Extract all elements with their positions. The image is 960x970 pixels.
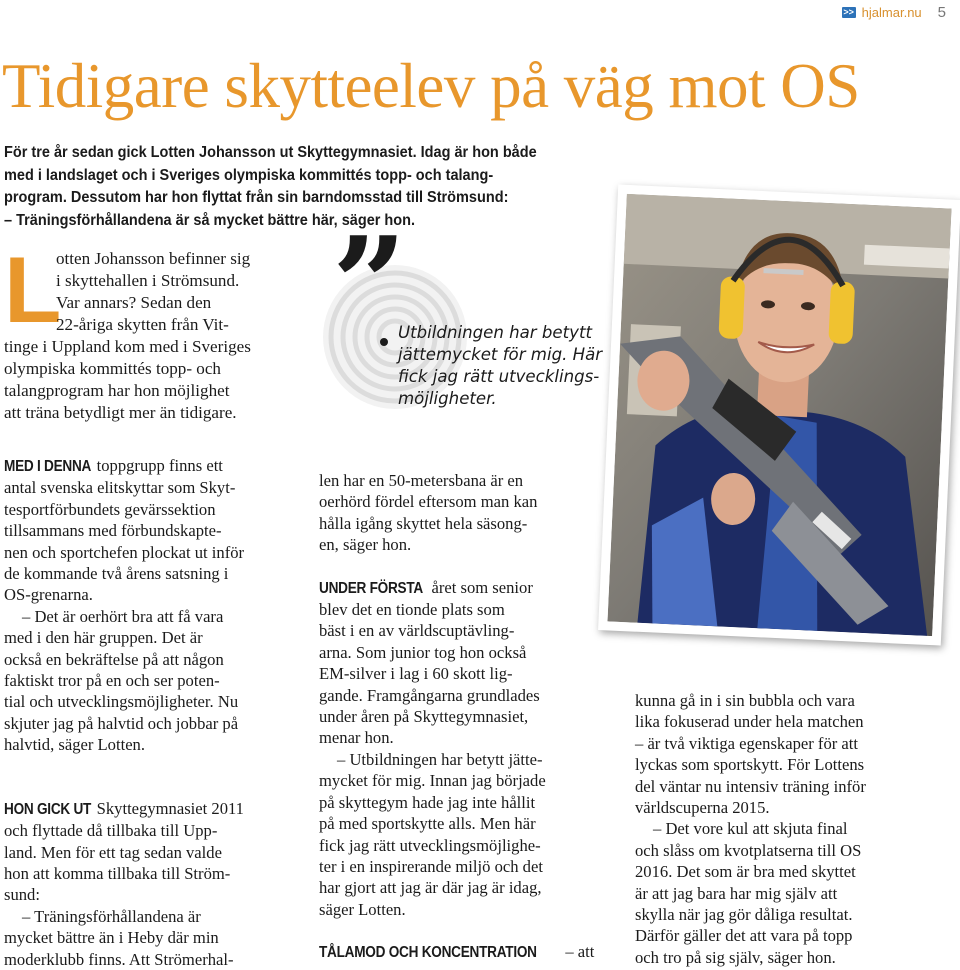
text-line: hålla igång skyttet hela säsong- [319, 513, 528, 533]
text-line: mycket bättre än i Heby där min [4, 928, 219, 948]
photo-image [607, 194, 951, 636]
text-line: mycket för mig. Innan jag började [319, 771, 546, 791]
athlete-photo [598, 184, 960, 645]
text-line: – Det är oerhört bra att få vara [22, 606, 224, 626]
text-line: len har en 50-metersbana är en [319, 471, 524, 490]
text-line: tillsammans med förbundskapte- [4, 521, 222, 541]
text-line: de kommande två årens satsning i [4, 564, 229, 584]
pull-quote-line: jättemycket för mig. Här [398, 345, 603, 364]
ingress-line: program. Dessutom har hon flyttat från sin barndomsstad till Strömsund: [4, 189, 509, 206]
lead-line: tinge i Uppland kom med i Sveriges [4, 337, 251, 356]
text-line: Skyttegymnasiet 2011 [92, 798, 244, 818]
pull-quote-line: fick jag rätt utvecklings- [398, 367, 600, 386]
paragraph [4, 455, 302, 477]
lead-line: 22-åriga skytten från Vit- [56, 315, 229, 334]
text-line: tial och utvecklingsmöjligheter. Nu [4, 692, 239, 712]
text-line: OS-grenarna. [4, 585, 93, 605]
text-line: lyckas som sportskytt. För Lottens [635, 755, 865, 775]
lead-line: olympiska kommittés topp- och [4, 359, 221, 378]
text-line: moderklubb finns. Att Strömerhal- [4, 949, 234, 969]
double-chevron-icon: >> [843, 7, 854, 17]
text-line: och slåss om kvotplatserna till OS [635, 840, 862, 860]
text-line: EM-silver i lag i 60 skott lig- [319, 664, 513, 684]
text-line: – Utbildningen har betytt jätte- [337, 749, 543, 769]
text-line: arna. Som junior tog hon också [319, 642, 527, 662]
text-line: land. Men för ett tag sedan valde [4, 842, 222, 862]
column-2 [319, 470, 609, 964]
text-line: på med sportskytte alls. Men här [319, 814, 536, 834]
text-line: faktiskt tror på en och ser poten- [4, 671, 220, 691]
text-line: del väntar nu intensiv träning inför [635, 776, 866, 796]
text-line: på skyttegym hade jag inte hållit [319, 792, 536, 812]
text-line: har gjort att jag är där jag är idag, [319, 878, 542, 898]
article-headline: Tidigare skytteelev på väg mot OS [2, 51, 860, 121]
text-line: antal svenska elitskyttar som Skyt- [4, 478, 236, 498]
drop-cap: L [4, 237, 62, 342]
text-line: kunna gå in i sin bubbla och vara [635, 691, 855, 710]
text-line: Därför gäller det att vara på topp [635, 926, 853, 946]
text-line: tesportförbundets gevärssektion [4, 499, 216, 519]
paragraph [319, 577, 609, 599]
lead-line: talangprogram har hon möjlighet [4, 381, 230, 400]
ingress-line: För tre år sedan gick Lotten Johansson ut Skyttegymnasiet. Idag är hon både [4, 144, 537, 161]
ingress-line: med i landslaget och i Sveriges olympiska kommittés topp- och talang- [4, 166, 494, 184]
text-line: – Det vore kul att skjuta final [653, 819, 848, 839]
text-line: 2016. Det som är bra med skyttet [635, 862, 856, 882]
lead-line: i skyttehallen i Strömsund. [56, 271, 240, 290]
pull-quote-line: Utbildningen har betytt [398, 323, 592, 342]
column-1 [4, 455, 302, 970]
article-ingress [4, 142, 581, 232]
section-heading: TÅLAMOD OCH KONCENTRATION [319, 944, 537, 962]
text-line: och tro på sig själv, säger hon. [635, 947, 836, 967]
text-line: lika fokuserad under hela matchen [635, 712, 864, 732]
text-line: bäst i en av världscuptävling- [319, 621, 515, 641]
column-3 [635, 690, 927, 968]
text-line: världscuperna 2015. [635, 798, 770, 818]
pull-quote-line: möjligheter. [398, 389, 497, 408]
text-line: också en bekräftelse på att någon [4, 649, 224, 669]
text-line: och flyttade då tillbaka till Upp- [4, 821, 218, 841]
text-line: gande. Framgångarna grundlades [319, 685, 540, 705]
lead-line: Var annars? Sedan den [56, 293, 212, 312]
section-heading: MED I DENNA [4, 458, 92, 475]
text-line: året som senior [427, 577, 533, 597]
pull-quote [398, 322, 638, 410]
lead-line: otten Johansson befinner sig [56, 249, 251, 268]
section-heading: HON GICK UT [4, 800, 92, 818]
paragraph [4, 798, 302, 820]
quote-mark-icon: ” [332, 208, 407, 361]
lead-line: att träna betydligt mer än tidigare. [4, 403, 237, 422]
text-line: blev det en tionde plats som [319, 600, 505, 620]
text-line: halvtid, säger Lotten. [4, 735, 146, 755]
text-line: är att jag bara har mig själv att [635, 883, 838, 903]
ingress-line: – Träningsförhållandena är så mycket bättre här, säger hon. [4, 211, 416, 229]
text-line: toppgrupp finns ett [92, 456, 223, 475]
text-line: en, säger hon. [319, 535, 412, 555]
site-name[interactable]: hjalmar.nu [861, 5, 922, 20]
site-header [842, 4, 946, 21]
text-line: – är två viktiga egenskaper för att [635, 733, 859, 753]
section-heading: UNDER FÖRSTA [319, 579, 423, 597]
text-line: oerhörd fördel eftersom man kan [319, 492, 538, 512]
page-number: 5 [937, 4, 946, 21]
lead-paragraph [4, 237, 302, 424]
text-line: säger Lotten. [319, 899, 406, 919]
text-line: skylla när jag gör dåliga resultat. [635, 905, 853, 925]
text-line: sund: [4, 885, 40, 905]
paragraph [319, 941, 609, 963]
text-line: under åren på Skyttegymnasiet, [319, 707, 529, 727]
text-line: ter i en inspirerande miljö och det [319, 856, 543, 876]
text-line: fick jag rätt utvecklingsmöjlighe- [319, 835, 541, 855]
text-line: menar hon. [319, 728, 394, 748]
text-line: – Träningsförhållandena är [22, 906, 201, 926]
text-line: nen och sportchefen plockat ut inför [4, 542, 245, 562]
text-line: hon att komma tillbaka till Ström- [4, 863, 231, 883]
text-line: skjuter jag på halvtid och jobbar på [4, 713, 239, 733]
text-line: med i den här gruppen. Det är [4, 628, 203, 648]
text-line: – att [561, 942, 595, 962]
